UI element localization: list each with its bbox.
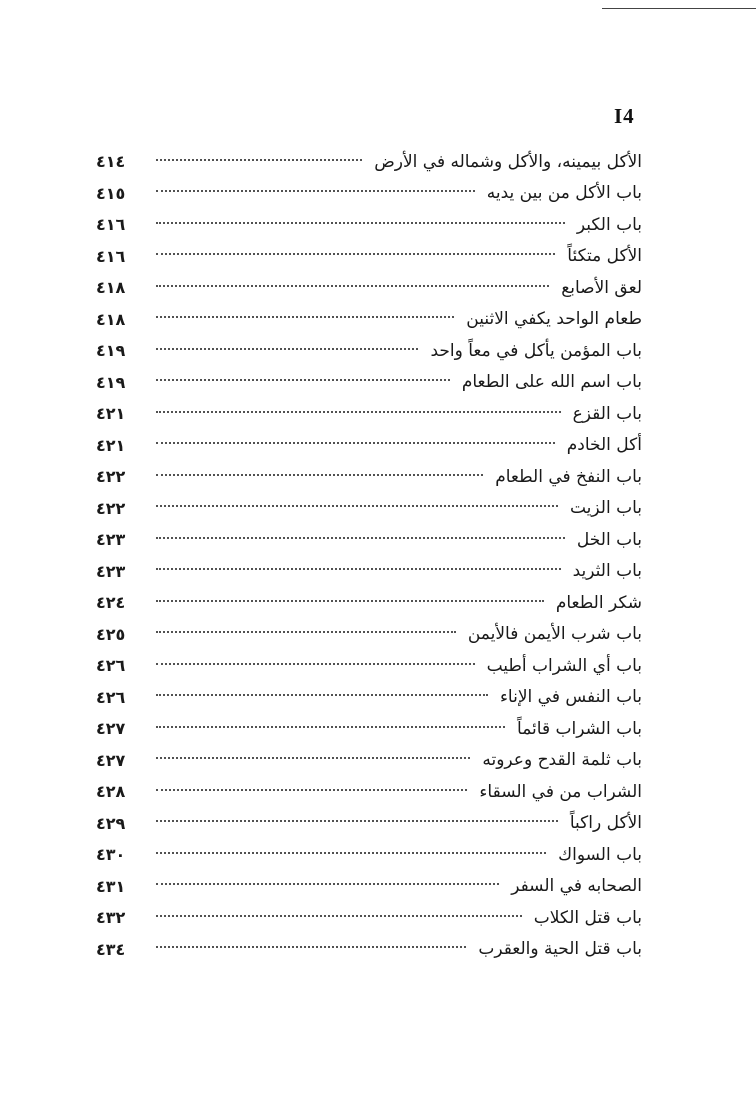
dot-leader: [156, 315, 454, 318]
dot-leader: [156, 630, 456, 633]
toc-entry-title: باب الزيت: [569, 498, 642, 519]
dot-leader: [156, 599, 544, 602]
toc-entry: [96, 493, 642, 525]
toc-entry-title: باب شرب الأيمن فالأيمن: [467, 624, 642, 645]
page-number: I4: [614, 104, 635, 128]
dot-leader: [156, 693, 488, 696]
toc-entry-title: أكل الخادم: [566, 435, 642, 456]
toc-entry-page: ٤٣٤: [96, 939, 126, 959]
toc-entry-title: باب ثلمة القدح وعروته: [482, 750, 642, 771]
toc-entry: [96, 556, 642, 588]
toc-entry-page: ٤١٦: [96, 215, 126, 235]
toc-entry-title: باب الكبر: [576, 214, 642, 235]
toc-entry-title: باب النفخ في الطعام: [495, 466, 642, 487]
toc-entry-title: باب القزع: [572, 403, 642, 424]
toc-entry-title: باب قتل الكلاب: [533, 907, 642, 928]
dot-leader: [156, 945, 466, 948]
toc-entry-title: باب النفس في الإناء: [499, 687, 642, 708]
toc-entry: [96, 682, 642, 714]
toc-entry-page: ٤٢٢: [96, 498, 126, 518]
toc-entry-page: ٤٢٧: [96, 750, 126, 770]
toc-entry: [96, 241, 642, 273]
toc-entry: [96, 745, 642, 777]
toc-entry: [96, 430, 642, 462]
toc-entry-title: لعق الأصابع: [561, 277, 642, 298]
dot-leader: [156, 410, 561, 413]
dot-leader: [156, 788, 467, 791]
toc-entry-title: طعام الواحد يكفي الاثنين: [466, 309, 642, 330]
toc-entry-page: ٤٢٤: [96, 593, 126, 613]
toc-entry-title: الأكل متكئاً: [567, 246, 642, 267]
toc-entry-title: باب اسم الله على الطعام: [461, 372, 642, 393]
toc-entry-page: ٤٢٦: [96, 656, 126, 676]
toc-entry-page: ٤٢١: [96, 404, 126, 424]
toc-entry-title: باب الشراب قائماً: [517, 718, 642, 739]
toc-entry: [96, 713, 642, 745]
toc-entry: [96, 902, 642, 934]
toc-entry: [96, 398, 642, 430]
dot-leader: [156, 473, 483, 476]
dot-leader: [156, 819, 558, 822]
dot-leader: [156, 756, 470, 759]
toc-entry: [96, 808, 642, 840]
toc-entry-page: ٤٣١: [96, 876, 126, 896]
toc-entry: [96, 587, 642, 619]
toc-entry-title: باب الخل: [576, 529, 642, 550]
toc-entry: [96, 178, 642, 210]
toc-entry: [96, 209, 642, 241]
dot-leader: [156, 284, 549, 287]
dot-leader: [156, 378, 450, 381]
toc-entry-page: ٤٢١: [96, 435, 126, 455]
dot-leader: [156, 441, 555, 444]
toc-entry-title: الصحابه في السفر: [511, 876, 642, 897]
toc-entry-title: باب الثريد: [572, 561, 642, 582]
toc-entry-page: ٤٢٧: [96, 719, 126, 739]
dot-leader: [156, 221, 565, 224]
toc-entry-page: ٤١٨: [96, 278, 126, 298]
dot-leader: [156, 347, 418, 350]
toc-entry-page: ٤٢٦: [96, 687, 126, 707]
dot-leader: [156, 252, 555, 255]
toc-entry: [96, 335, 642, 367]
toc-entry: [96, 839, 642, 871]
toc-entry: [96, 524, 642, 556]
toc-entry-title: الأكل بيمينه، والأكل وشماله في الأرض: [374, 151, 642, 172]
toc-entry-page: ٤٣٢: [96, 908, 126, 928]
toc-entry-page: ٤٢٣: [96, 530, 126, 550]
header-rule: [602, 8, 756, 9]
toc-entry-title: شكر الطعام: [555, 592, 642, 613]
toc-entry-title: باب الأكل من بين يديه: [486, 183, 642, 204]
toc-entry-page: ٤٢٨: [96, 782, 126, 802]
toc-entry-page: ٤١٩: [96, 341, 126, 361]
dot-leader: [156, 882, 499, 885]
dot-leader: [156, 189, 475, 192]
toc-entry: [96, 367, 642, 399]
dot-leader: [156, 567, 561, 570]
toc-entry-title: باب السواك: [558, 844, 642, 865]
toc-entry: [96, 304, 642, 336]
toc-entry: [96, 934, 642, 966]
dot-leader: [156, 158, 362, 161]
table-of-contents: [96, 146, 642, 965]
toc-entry-title: باب أي الشراب أطيب: [486, 655, 642, 676]
dot-leader: [156, 914, 522, 917]
toc-entry: [96, 461, 642, 493]
toc-entry-page: ٤١٨: [96, 309, 126, 329]
dot-leader: [156, 725, 505, 728]
toc-entry-page: ٤١٩: [96, 372, 126, 392]
toc-entry-page: ٤١٦: [96, 246, 126, 266]
toc-entry-page: ٤١٤: [96, 152, 126, 172]
toc-entry-page: ٤١٥: [96, 183, 126, 203]
toc-entry: [96, 776, 642, 808]
dot-leader: [156, 851, 546, 854]
toc-entry: [96, 871, 642, 903]
toc-entry-page: ٤٢٩: [96, 813, 126, 833]
dot-leader: [156, 504, 558, 507]
toc-entry-page: ٤٢٣: [96, 561, 126, 581]
toc-entry-title: باب المؤمن يأكل في معاً واحد: [430, 340, 642, 361]
toc-entry: [96, 650, 642, 682]
toc-entry-page: ٤٢٢: [96, 467, 126, 487]
toc-entry-title: الشراب من في السقاء: [479, 781, 642, 802]
dot-leader: [156, 536, 565, 539]
dot-leader: [156, 662, 475, 665]
toc-entry-page: ٤٣٠: [96, 845, 126, 865]
toc-entry-page: ٤٢٥: [96, 624, 126, 644]
toc-entry: [96, 146, 642, 178]
toc-entry-title: باب قتل الحية والعقرب: [478, 939, 642, 960]
toc-entry: [96, 619, 642, 651]
toc-entry-title: الأكل راكباً: [569, 813, 642, 834]
toc-entry: [96, 272, 642, 304]
